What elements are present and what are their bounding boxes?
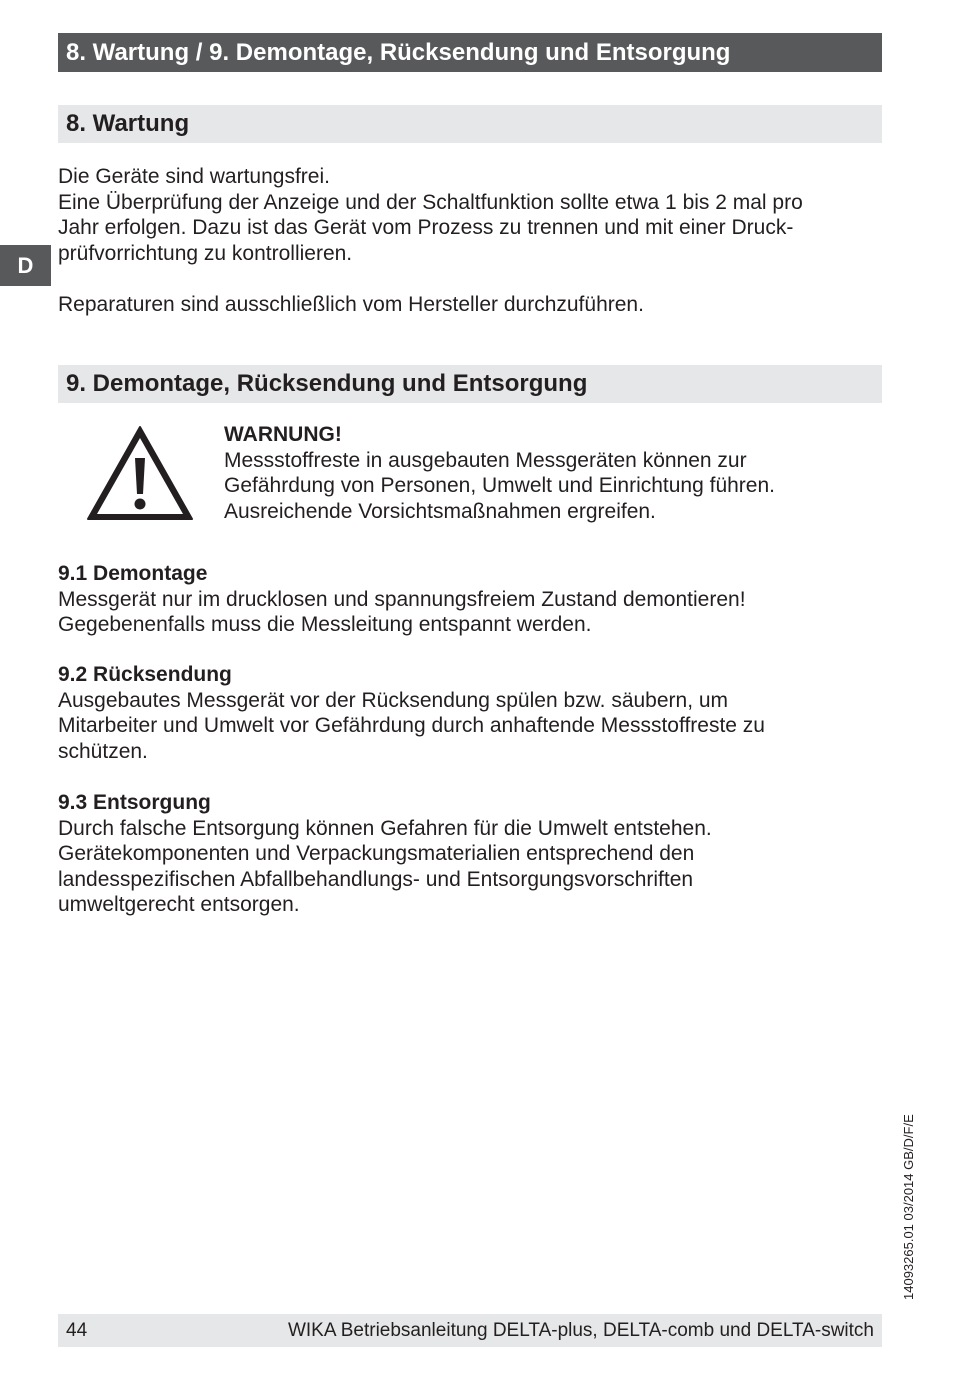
body-line: Durch falsche Entsorgung können Gefahren für die Umwelt entstehen. <box>58 816 712 840</box>
body-line: Jahr erfolgen. Dazu ist das Gerät vom Prozess zu trennen und mit einer Druck- <box>58 216 794 240</box>
body-line: Mitarbeiter und Umwelt vor Gefährdung durch anhaftende Messstoffreste zu <box>58 714 765 738</box>
subsection-9-3 <box>58 790 882 918</box>
page-number: 44 <box>66 1320 88 1341</box>
warning-line: Gefährdung von Personen, Umwelt und Einrichtung führen. <box>224 474 775 498</box>
subsection-9-2 <box>58 662 882 764</box>
section-8-body <box>58 164 882 266</box>
body-line: landesspezifischen Abfallbehandlungs- und Entsorgungsvorschriften <box>58 867 694 891</box>
language-tab: D <box>0 245 51 286</box>
body-line: Gerätekomponenten und Verpackungsmaterialien entsprechend den <box>58 842 695 866</box>
subsection-heading: 9.2 Rücksendung <box>58 663 232 686</box>
warning-line: Messstoffreste in ausgebauten Messgeräten können zur <box>224 448 747 472</box>
warning-line: Ausreichende Vorsichtsmaßnahmen ergreifen. <box>224 499 656 523</box>
section-8-heading: 8. Wartung <box>58 105 882 143</box>
body-line: Ausgebautes Messgerät vor der Rücksendung spülen bzw. säubern, um <box>58 688 729 712</box>
page-footer <box>58 1314 882 1347</box>
repair-note: Reparaturen sind ausschließlich vom Hersteller durchzuführen. <box>58 293 644 316</box>
warning-text <box>224 422 775 524</box>
page-header-title: 8. Wartung / 9. Demontage, Rücksendung und Entsorgung <box>58 33 882 72</box>
subsection-9-1 <box>58 561 882 638</box>
footer-doc-title: WIKA Betriebsanleitung DELTA-plus, DELTA-comb und DELTA-switch <box>287 1320 874 1341</box>
warning-title: WARNUNG! <box>224 423 342 446</box>
body-line: Die Geräte sind wartungsfrei. <box>58 165 330 188</box>
body-line: Messgerät nur im drucklosen und spannungsfreiem Zustand demontieren! <box>58 587 746 611</box>
subsection-heading: 9.3 Entsorgung <box>58 791 211 814</box>
body-line: Eine Überprüfung der Anzeige und der Schaltfunktion sollte etwa 1 bis 2 mal pro <box>58 190 803 214</box>
body-line: prüfvorrichtung zu kontrollieren. <box>58 241 353 265</box>
section-9-heading: 9. Demontage, Rücksendung und Entsorgung <box>58 365 882 403</box>
subsection-heading: 9.1 Demontage <box>58 562 208 585</box>
body-line: schützen. <box>58 739 148 763</box>
body-line: Gegebenenfalls muss die Messleitung entspannt werden. <box>58 613 592 637</box>
body-line: umweltgerecht entsorgen. <box>58 893 300 917</box>
document-code: 14093265.01 03/2014 GB/D/F/E <box>901 1114 916 1300</box>
warning-triangle-icon <box>85 424 195 522</box>
